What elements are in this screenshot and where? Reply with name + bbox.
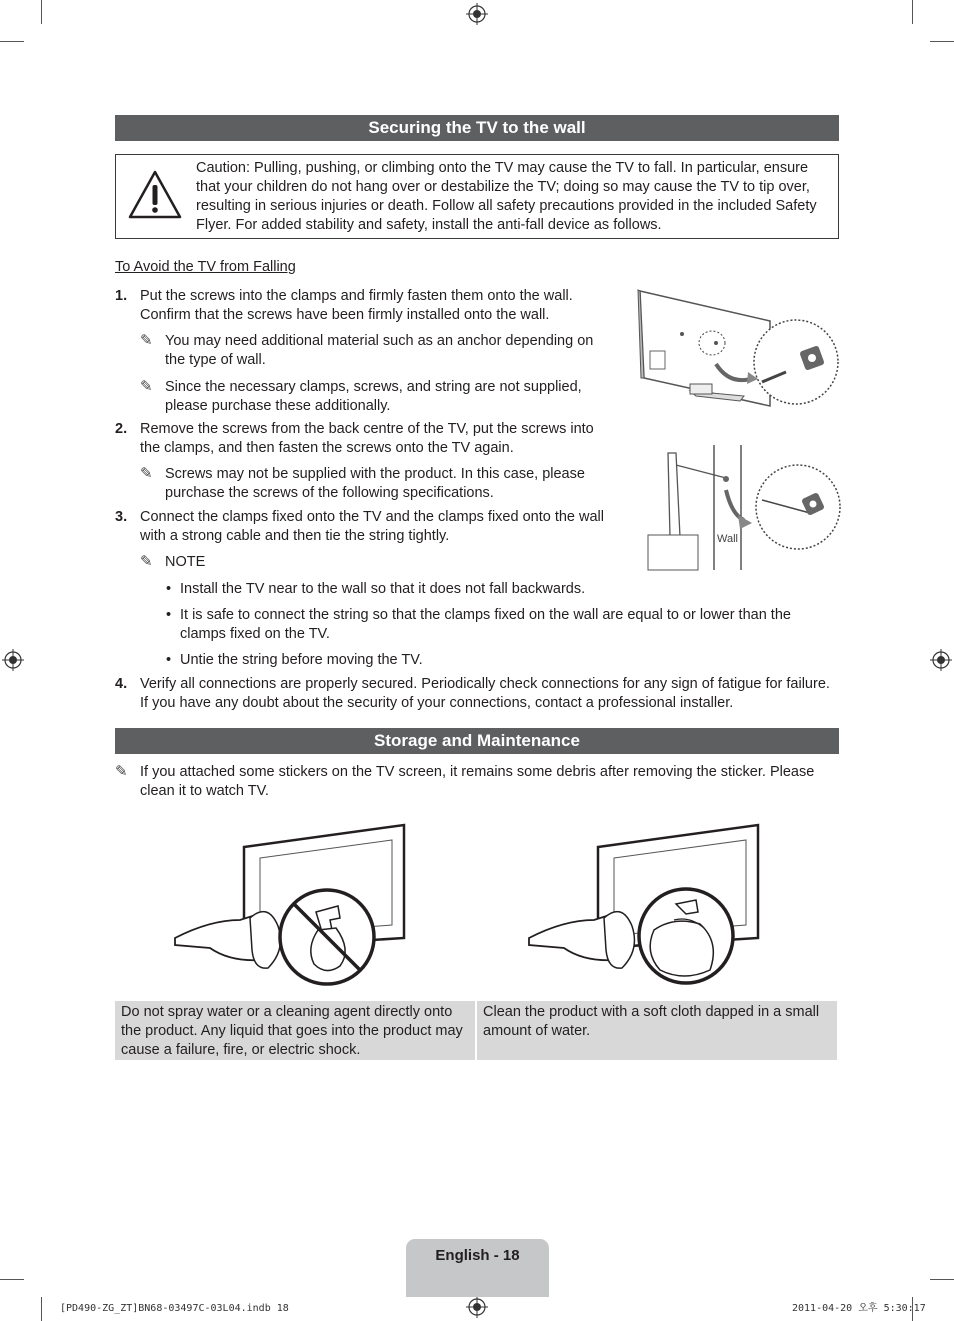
step-number: 4. (115, 676, 128, 692)
step-number: 2. (115, 421, 128, 437)
step-number: 1. (115, 288, 128, 304)
caption-soft-cloth: Clean the product with a soft cloth dapped in a small amount of water. (477, 1001, 837, 1060)
caution-box (115, 154, 839, 239)
pencil-note-icon: ✎ (140, 465, 153, 482)
note-text: Screws may not be supplied with the product. In this case, please purchase the screws of the following specifications. (165, 466, 585, 501)
caution-label: Caution (196, 160, 246, 176)
crop-mark (0, 41, 24, 42)
crop-mark (930, 1279, 954, 1280)
bullet-item: It is safe to connect the string so that the clamps fixed on the wall are equal to or lower than the clamps fixed on the TV. (180, 607, 791, 642)
print-slug-left: [PD490-ZG_ZT]BN68-03497C-03L04.indb 18 (60, 1303, 289, 1314)
step-number: 3. (115, 509, 128, 525)
step-text: Put the screws into the clamps and firmly fasten them onto the wall. Confirm that the screws have been firmly installed onto the wall. (140, 288, 573, 323)
note-label: NOTE (165, 554, 206, 570)
tv-side-wall-illustration (640, 445, 845, 573)
crop-mark (41, 1297, 42, 1321)
bullet-item: Untie the string before moving the TV. (180, 652, 423, 668)
crop-mark (930, 41, 954, 42)
no-spray-illustration (170, 820, 410, 992)
note-text: Since the necessary clamps, screws, and string are not supplied, please purchase these additionally. (165, 379, 582, 414)
bullet-dot: • (166, 581, 172, 597)
registration-mark-icon (2, 649, 24, 671)
section-title-securing: Securing the TV to the wall (115, 115, 839, 141)
crop-mark (0, 1279, 24, 1280)
pencil-note-icon: ✎ (140, 553, 153, 570)
pencil-note-icon: ✎ (115, 763, 128, 780)
warning-triangle-icon (127, 169, 183, 221)
bullet-dot: • (166, 652, 172, 668)
step-text: Connect the clamps fixed onto the TV and the clamps fixed onto the wall with a strong cable and then tie the string tightly. (140, 509, 604, 544)
avoid-falling-heading: To Avoid the TV from Falling (115, 259, 296, 275)
caption-no-spray: Do not spray water or a cleaning agent directly onto the product. Any liquid that goes into the product may cause a failure, fire, or electric shock. (115, 1001, 475, 1060)
step-text: Verify all connections are properly secured. Periodically check connections for any sign of fatigue for failure. If you have any doubt about the security of your connections, contact a professional installer. (140, 676, 830, 711)
wall-label: Wall (717, 533, 738, 545)
section-title-storage: Storage and Maintenance (115, 728, 839, 754)
note-text: You may need additional material such as an anchor depending on the type of wall. (165, 333, 594, 368)
step-text: Remove the screws from the back centre of the TV, put the screws into the clamps, and then fasten the screws onto the TV again. (140, 421, 594, 456)
bullet-item: Install the TV near to the wall so that it does not fall backwards. (180, 581, 586, 597)
registration-mark-icon (466, 1296, 488, 1318)
pencil-note-icon: ✎ (140, 378, 153, 395)
registration-mark-icon (930, 649, 952, 671)
crop-mark (41, 0, 42, 24)
tv-back-clamp-illustration (630, 286, 842, 420)
page-number: English - 18 (435, 1247, 520, 1264)
pencil-note-icon: ✎ (140, 332, 153, 349)
page-number-tab (406, 1239, 549, 1297)
storage-note-text: If you attached some stickers on the TV screen, it remains some debris after removing the sticker. Please clean it to watch TV. (140, 764, 815, 799)
print-slug-right: 2011-04-20 오후 5:30:17 (792, 1303, 926, 1314)
soft-cloth-illustration (524, 820, 764, 992)
crop-mark (912, 0, 913, 24)
registration-mark-icon (466, 3, 488, 25)
caution-text (196, 159, 826, 235)
caution-body: : Pulling, pushing, or climbing onto the TV may cause the TV to fall. In particular, ensure that your children do not hang over or destabilize the TV; doing so may cause the TV to tip over, resulting in serious injuries or death. Follow all safety precautions provided in the included Safety Flyer. For added stability and safety, install the anti-fall device as follows. (196, 160, 817, 233)
bullet-dot: • (166, 607, 172, 623)
